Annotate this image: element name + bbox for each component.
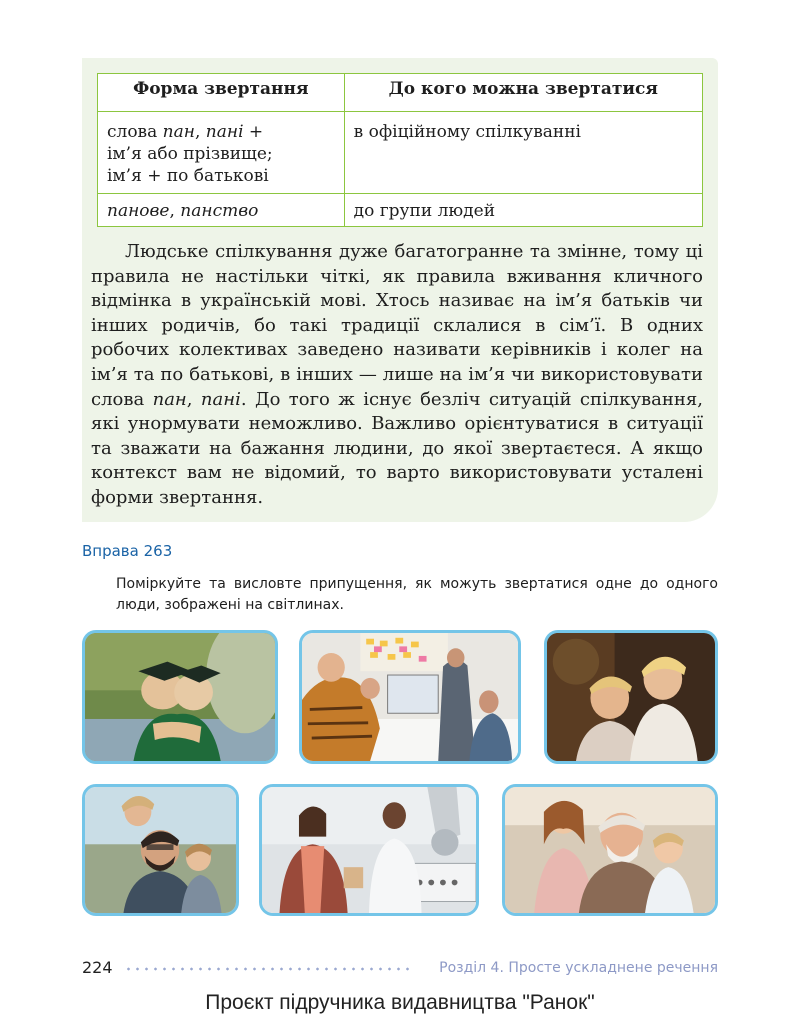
office-team-meeting-photo	[299, 630, 521, 764]
cell-text-italic: панове	[107, 201, 170, 221]
table-row	[98, 194, 703, 227]
table-cell: до групи людей	[344, 194, 702, 227]
paragraph-text: . До того ж існує безліч ситуацій спілкування, які унормувати неможливо. Важливо орієнтуватися в ситуації та зважати на бажання людини, до якої звертаєтеся. А якщо контекст вам не відомий, то варто використовувати усталені форми звертання.	[91, 388, 703, 508]
page-number: 224	[82, 958, 113, 977]
cell-text-italic: пані	[205, 122, 244, 142]
paragraph-text: ,	[186, 388, 201, 410]
table-header-row	[98, 74, 703, 112]
paragraph-italic: пані	[200, 388, 241, 410]
table-row	[98, 112, 703, 194]
table-cell	[98, 194, 345, 227]
two-boys-portrait-photo	[544, 630, 718, 764]
family-with-children-photo	[82, 784, 239, 916]
project-note: Проєкт підручника видавництва "Ранок"	[205, 991, 595, 1014]
cell-text: слова	[107, 122, 163, 142]
explanation-paragraph	[91, 240, 703, 511]
paragraph-italic: пан	[152, 388, 187, 410]
footer-dotted-rule	[124, 967, 410, 971]
graduates-hugging-photo	[82, 630, 278, 764]
grandfather-with-grandchildren-photo	[502, 784, 718, 916]
cell-text: ,	[194, 122, 206, 142]
table-cell	[98, 112, 345, 194]
chapter-title: Розділ 4. Просте ускладнене речення	[439, 960, 718, 976]
exercise-task: Поміркуйте та висловте припущення, як можуть звертатися одне до одного люди, зображені на світлинах.	[116, 576, 718, 613]
paragraph-text: Людське спілкування дуже багатогранне та змінне, тому ці правила не настільки чіткі, як правила вживання кличного відмінка в українській мові. Хтось називає на ім’я батьків чи інших родичів, бо такі традиції склалися в сім’ї. В одних робочих колективах заведено називати керівників і колег на ім’я та по батькові, в інших — лише на ім’я чи використовувати слова	[91, 241, 703, 410]
cell-text: +	[243, 122, 264, 142]
table-cell: в офіційному спілкуванні	[344, 112, 702, 194]
table-header-cell: Форма звертання	[98, 74, 345, 112]
cell-text: ,	[169, 201, 181, 221]
cell-text: ім’я або прізвище;	[107, 144, 273, 164]
cell-text-italic: пан	[162, 122, 195, 142]
cell-text: ім’я + по батькові	[107, 166, 269, 186]
cell-text-italic: панство	[180, 201, 259, 221]
doctor-and-patient-photo	[259, 784, 479, 916]
exercise-title: Вправа 263	[82, 542, 173, 560]
address-forms-table	[97, 73, 703, 227]
table-header-cell: До кого можна звертатися	[344, 74, 702, 112]
